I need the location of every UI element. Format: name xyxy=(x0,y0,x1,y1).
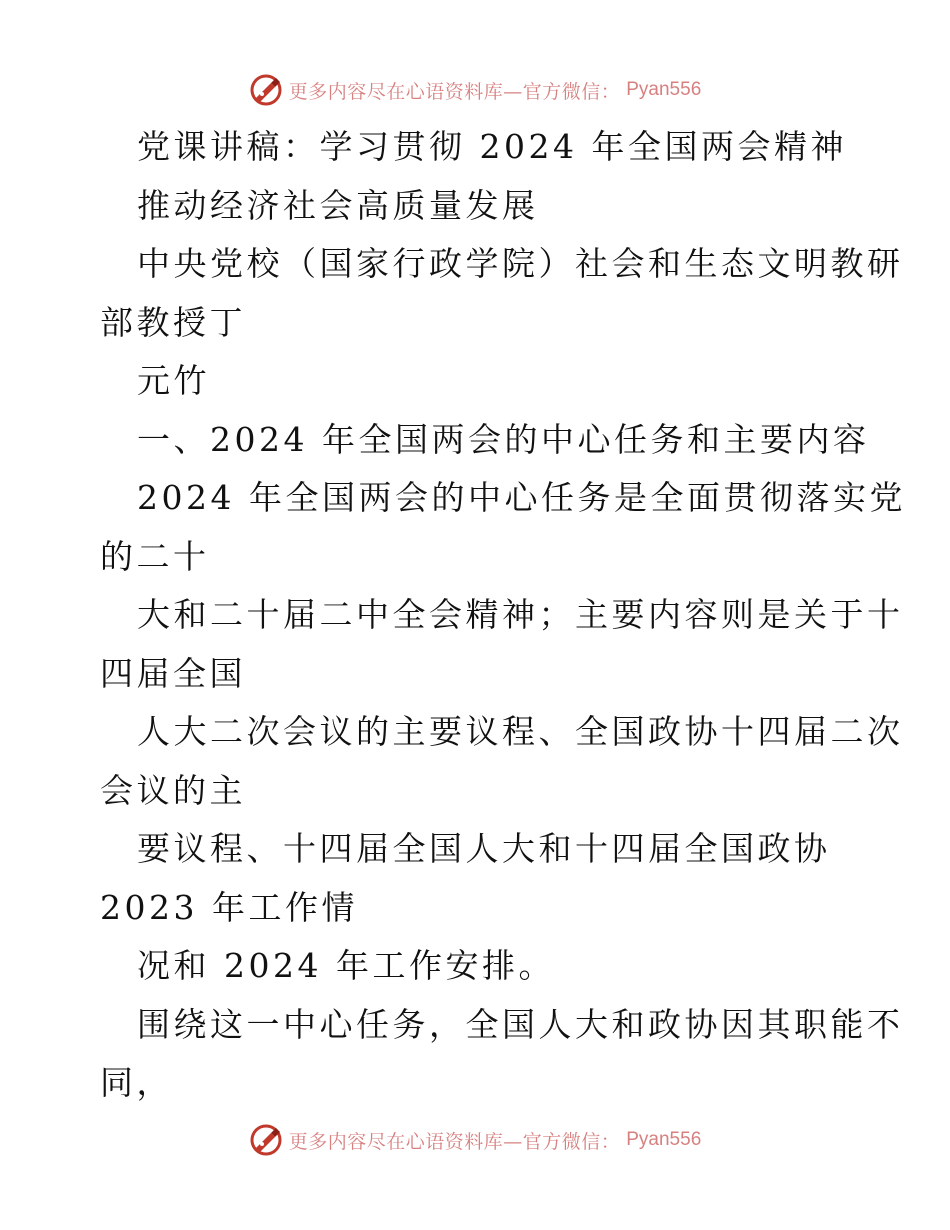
text-line: 四届全国 xyxy=(100,653,246,693)
page-header xyxy=(0,70,950,110)
text-line: 大和二十届二中全会精神；主要内容则是关于十 xyxy=(137,595,904,634)
text-line: 部教授丁 xyxy=(100,302,246,342)
text-line: 中央党校（国家行政学院）社会和生态文明教研 xyxy=(137,244,904,283)
text-line: 围绕这一中心任务，全国人大和政协因其职能不 xyxy=(137,1004,904,1044)
text-line: 一、2024 年全国两会的中心任务和主要内容 xyxy=(137,419,870,459)
text-line: 况和 2024 年工作安排。 xyxy=(137,946,555,985)
text-line: 2023 年工作情 xyxy=(100,887,358,927)
pen-logo-icon xyxy=(249,1123,283,1157)
watermark-wechat-id: Pyan556 xyxy=(626,1129,702,1150)
header-watermark xyxy=(249,73,702,107)
text-line: 2024 年全国两会的中心任务是全面贯彻落实党 xyxy=(137,478,906,517)
watermark-text: 更多内容尽在心语资料库—官方微信： xyxy=(288,1130,621,1153)
text-line: 人大二次会议的主要议程、全国政协十四届二次 xyxy=(137,712,904,751)
text-line: 同， xyxy=(100,1063,173,1102)
pen-logo-icon xyxy=(249,73,283,107)
text-line: 党课讲稿：学习贯彻 2024 年全国两会精神 xyxy=(137,127,847,166)
watermark-wechat-id: Pyan556 xyxy=(626,79,702,100)
text-line: 推动经济社会高质量发展 xyxy=(137,185,539,225)
page-footer xyxy=(0,1120,950,1160)
watermark-text: 更多内容尽在心语资料库—官方微信： xyxy=(288,80,621,103)
text-line: 要议程、十四届全国人大和十四届全国政协 xyxy=(137,829,831,868)
text-line: 会议的主 xyxy=(100,770,246,810)
document-body xyxy=(100,118,906,1113)
text-line: 的二十 xyxy=(100,536,210,576)
footer-watermark xyxy=(249,1123,702,1157)
text-line: 元竹 xyxy=(137,361,210,400)
